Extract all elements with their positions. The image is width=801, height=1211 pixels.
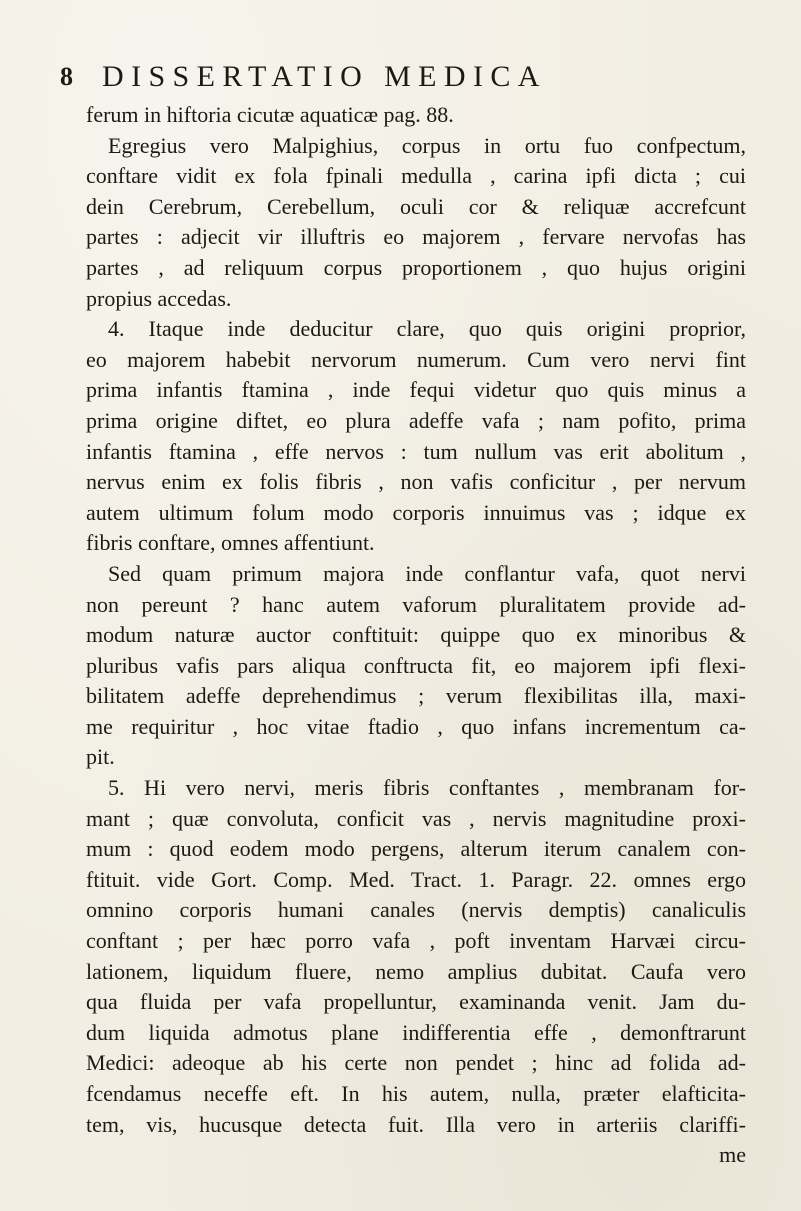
text-line: qua fluida per vafa propelluntur, examinanda venit. Jam du- [86, 989, 746, 1015]
text-line: prima origine diftet, eo plura adeffe vafa ; nam pofito, prima [86, 407, 746, 433]
text-line: partes : adjecit vir illuftris eo majorem , fervare nervofas has [86, 224, 746, 250]
running-head [60, 60, 760, 100]
text-line: conftant ; per hæc porro vafa , poft inventam Harvæi circu- [86, 928, 746, 954]
text-line: pluribus vafis pars aliqua conftructa fit, eo majorem ipfi flexi- [86, 652, 746, 678]
running-title: DISSERTATIO MEDICA [102, 60, 547, 93]
text-line: pit. [86, 744, 115, 770]
body-text [86, 100, 746, 1171]
text-line: propius accedas. [86, 285, 232, 311]
text-line: dum liquida admotus plane indifferentia effe , demonftrarunt [86, 1019, 746, 1045]
text-line: modum naturæ auctor conftituit: quippe quo ex minoribus & [86, 622, 746, 648]
text-line: me [719, 1142, 746, 1168]
text-line: lationem, liquidum fluere, nemo amplius dubitat. Caufa vero [86, 958, 746, 984]
text-line: non pereunt ? hanc autem vaforum pluralitatem provide ad- [86, 591, 746, 617]
text-line: mant ; quæ convoluta, conficit vas , nervis magnitudine proxi- [86, 805, 746, 831]
text-line: dein Cerebrum, Cerebellum, oculi cor & reliquæ accrefcunt [86, 193, 746, 219]
text-line: tem, vis, hucusque detecta fuit. Illa vero in arteriis clariffi- [86, 1111, 746, 1137]
text-line: 5. Hi vero nervi, meris fibris conftantes , membranam for- [108, 775, 746, 801]
text-line: me requiritur , hoc vitae ftadio , quo infans incrementum ca- [86, 713, 746, 739]
text-line: Egregius vero Malpighius, corpus in ortu fuo confpectum, [108, 132, 746, 158]
text-line: ftituit. vide Gort. Comp. Med. Tract. 1. Paragr. 22. omnes ergo [86, 866, 746, 892]
text-line: fibris conftare, omnes affentiunt. [86, 530, 375, 556]
text-line: eo majorem habebit nervorum numerum. Cum vero nervi fint [86, 346, 746, 372]
text-line: conftare vidit ex fola fpinali medulla , carina ipfi dicta ; cui [86, 163, 746, 189]
page-number: 8 [60, 62, 74, 91]
text-line: autem ultimum folum modo corporis innuimus vas ; idque ex [86, 499, 746, 525]
text-line: Sed quam primum majora inde conflantur vafa, quot nervi [108, 560, 746, 586]
text-line: fcendamus neceffe eft. In his autem, nulla, præter elafticita- [86, 1081, 746, 1106]
text-line: Medici: adeoque ab his certe non pendet ; hinc ad folida ad- [86, 1050, 746, 1076]
text-line: nervus enim ex folis fibris , non vafis conficitur , per nervum [86, 469, 746, 495]
text-line: 4. Itaque inde deducitur clare, quo quis origini proprior, [108, 316, 746, 342]
text-line: mum : quod eodem modo pergens, alterum iterum canalem con- [86, 836, 746, 862]
text-line: partes , ad reliquum corpus proportionem , quo hujus origini [86, 254, 746, 280]
text-line: bilitatem adeffe deprehendimus ; verum flexibilitas illa, maxi- [86, 683, 746, 709]
text-line: prima infantis ftamina , inde fequi videtur quo quis minus a [86, 377, 746, 403]
text-line: ferum in hiftoria cicutæ aquaticæ pag. 88. [86, 102, 454, 127]
text-line: infantis ftamina , effe nervos : tum nullum vas erit abolitum , [86, 438, 746, 464]
text-line: omnino corporis humani canales (nervis demptis) canaliculis [86, 897, 746, 923]
